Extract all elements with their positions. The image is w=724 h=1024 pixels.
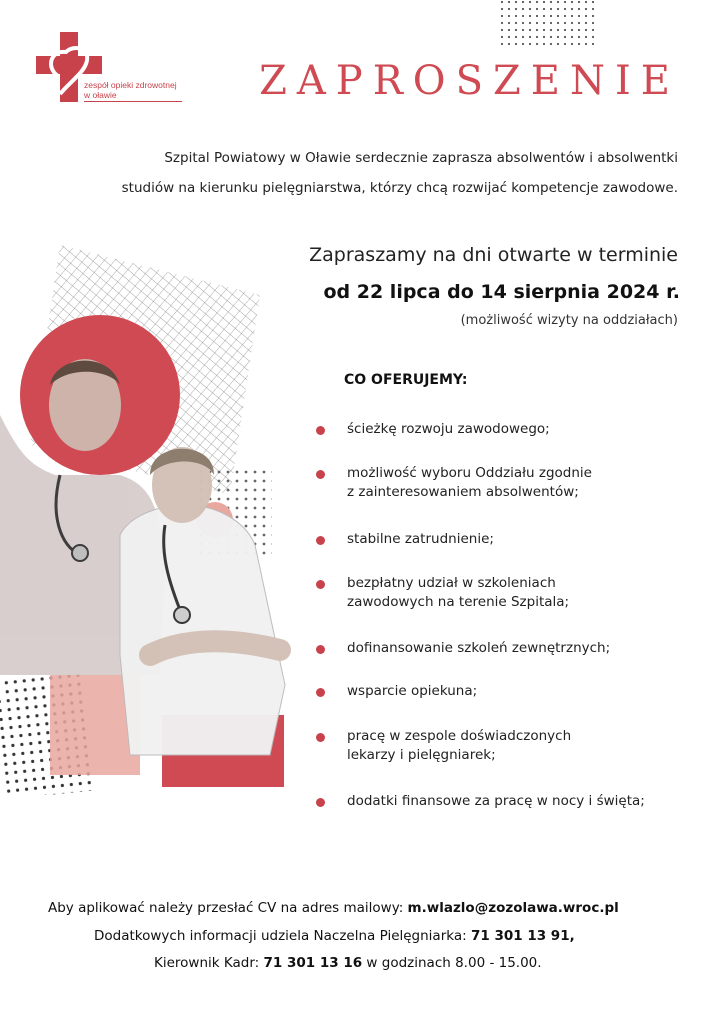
bullet-dot-icon bbox=[316, 536, 325, 545]
offer-item bbox=[316, 792, 645, 811]
intro-line-1: Szpital Powiatowy w Oławie serdecznie zaprasza absolwentów i absolwentki bbox=[164, 150, 678, 166]
nurse-phone[interactable]: 71 301 13 91, bbox=[470, 928, 575, 944]
info-text: Dodatkowych informacji udziela Naczelna Pielęgniarka: bbox=[94, 928, 471, 944]
offer-item bbox=[316, 682, 477, 701]
logo-line1: zespół opieki zdrowotnej bbox=[84, 80, 177, 90]
offer-item bbox=[316, 639, 610, 658]
bullet-dot-icon bbox=[316, 645, 325, 654]
hr-line bbox=[154, 955, 542, 971]
offer-item-text: bezpłatny udział w szkoleniach zawodowych na terenie Szpitala; bbox=[347, 575, 570, 610]
email-link[interactable]: m.wlazlo@zozolawa.wroc.pl bbox=[407, 900, 619, 916]
illustration bbox=[0, 235, 300, 795]
offer-item bbox=[316, 464, 592, 502]
dot-pattern-top bbox=[500, 0, 600, 50]
offer-item-text: możliwość wyboru Oddziału zgodnie z zainteresowaniem absolwentów; bbox=[347, 465, 592, 500]
intro-line-2: studiów na kierunku pielęgniarstwa, którzy chcą rozwijać kompetencje zawodowe. bbox=[121, 180, 678, 196]
date-range: od 22 lipca do 14 sierpnia 2024 r. bbox=[323, 281, 680, 303]
bullet-dot-icon bbox=[316, 580, 325, 589]
bullet-dot-icon bbox=[316, 426, 325, 435]
apply-text: Aby aplikować należy przesłać CV na adres mailowy: bbox=[48, 900, 408, 916]
apply-line bbox=[48, 900, 619, 916]
offer-item bbox=[316, 420, 550, 439]
hr-phone[interactable]: 71 301 13 16 bbox=[263, 955, 363, 971]
hr-label: Kierownik Kadr: bbox=[154, 955, 264, 971]
logo-underline bbox=[84, 101, 182, 102]
offer-item-text: stabilne zatrudnienie; bbox=[347, 531, 494, 547]
open-days-text: Zapraszamy na dni otwarte w terminie bbox=[309, 244, 678, 266]
bullet-dot-icon bbox=[316, 733, 325, 742]
info-line bbox=[94, 928, 575, 944]
logo-text bbox=[84, 80, 177, 100]
offer-item bbox=[316, 530, 494, 549]
offer-item-text: dofinansowanie szkoleń zewnętrznych; bbox=[347, 640, 611, 656]
offer-item-text: wsparcie opiekuna; bbox=[347, 683, 478, 699]
hours-text: w godzinach 8.00 - 15.00. bbox=[362, 955, 542, 971]
offer-item bbox=[316, 574, 569, 612]
offer-item-text: dodatki finansowe za pracę w nocy i święta; bbox=[347, 793, 645, 809]
offer-heading: CO OFERUJEMY: bbox=[344, 372, 468, 388]
offer-item bbox=[316, 727, 571, 765]
bullet-dot-icon bbox=[316, 798, 325, 807]
bullet-dot-icon bbox=[316, 470, 325, 479]
visit-note: (możliwość wizyty na oddziałach) bbox=[460, 313, 678, 328]
offer-item-text: ścieżkę rozwoju zawodowego; bbox=[347, 421, 550, 437]
bullet-dot-icon bbox=[316, 688, 325, 697]
logo-line2: w oławie bbox=[84, 90, 117, 100]
offer-item-text: pracę w zespole doświadczonych lekarzy i pielęgniarek; bbox=[347, 728, 572, 763]
page-title: ZAPROSZENIE bbox=[259, 58, 680, 104]
